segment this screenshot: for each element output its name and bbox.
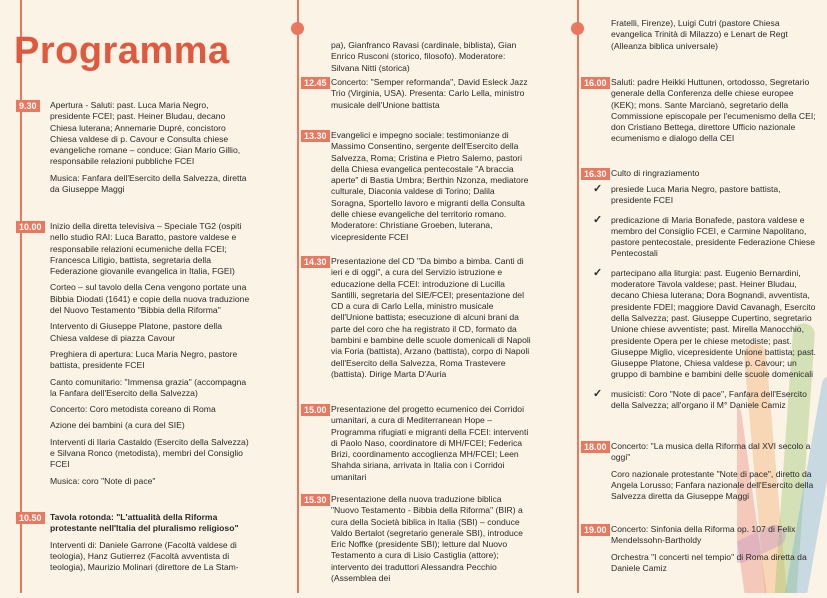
entry-text: Musica: coro "Note di pace" [50, 475, 156, 486]
entry-text: Corteo – sul tavolo della Cena vengono portate una Bibbia Diodati (1641) e copie della nuova traduzione del Nuovo Testamento "Bibbia della Riforma" [50, 282, 250, 316]
entry-text: Preghiera di apertura: Luca Maria Negro, pastore battista, presidente FCEI [50, 348, 238, 371]
program-entry [611, 77, 816, 150]
list-item [593, 184, 816, 207]
time-badge: 12.45 [301, 77, 330, 89]
entry-text: Concerto: Coro metodista coreano di Roma [50, 404, 216, 415]
list-item [593, 215, 816, 260]
program-entry [611, 168, 816, 184]
time-badge: 14.30 [301, 256, 330, 268]
entry-text: Tavola rotonda: "L'attualità della Riforma protestante nell'Italia del pluralismo religioso" [50, 512, 239, 534]
entry-text: Culto di ringraziamento [611, 168, 700, 178]
time-badge: 16.00 [581, 77, 610, 89]
entry-text: Intervento di Giuseppe Platone, pastore della Chiesa valdese di piazza Cavour [50, 321, 222, 343]
entry-text: Concerto: Sinfonia della Riforma op. 107 di Felix Mendelssohn-Bartholdy [611, 524, 796, 546]
entry-text: Musica: Fanfara dell'Esercito della Salvezza, diretta da Giuseppe Maggi [50, 172, 247, 195]
entry-text: presiede Luca Maria Negro, pastore battista, presidente FCEI [611, 184, 781, 206]
page-title: Programma [14, 30, 230, 72]
list-item [593, 268, 816, 381]
entry-text: Fratelli, Firenze), Luigi Cutri (pastore Chiesa evangelica Trinità di Milazzo) e Lenart de Regt (Alleanza biblica universale) [611, 18, 788, 51]
entry-text: Concerto: "La musica della Riforma dal XVI secolo a oggi" [611, 441, 811, 463]
timeline-2 [297, 0, 299, 593]
time-badge: 19.00 [581, 524, 610, 536]
time-badge: 10.00 [16, 221, 45, 233]
time-badge: 15.30 [301, 494, 330, 506]
check-icon: ✓ [593, 213, 603, 226]
time-badge: 16.30 [581, 168, 610, 180]
program-entry [611, 18, 816, 57]
entry-text: Interventi di Ilaria Castaldo (Esercito della Salvezza) e Silvana Ronco (metodista), membri del Consiglio FCEI [50, 436, 249, 470]
program-entry [611, 524, 816, 579]
entry-text: musicisti: Coro "Note di pace", Fanfara dell'Esercito della Salvezza; all'organo il M° Daniele Camiz [611, 388, 807, 411]
entry-text: Presentazione del CD "Da bimbo a bimba. Canti di ieri e di oggi", a cura del Servizio istruzione e educazione della FCEI: introduzione di Lucilla Santilli, segretaria del SIE/FCEI; presentazione del CD a cura di Carlo Lella, ministro musicale dell'Unione battista; esecuzione di alcuni brani da parte del coro che ha registrato il CD, formato da bambini e bambine delle scuole domenicali di Napoli via Foria (battista), Arzano (battista), corpo di Napoli dell'Esercito della Salvezza, Roma Trastevere (battista). Dirige Marta D'Auria [331, 256, 531, 379]
entry-text: partecipano alla liturgia: past. Eugenio Bernardini, moderatore Tavola valdese; past. Heiner Bludau, decano Chiesa luterana; Dora Bognandi, avventista, presidente FDEI; maggiore David Cavanagh, Esercito della Salvezza; past. Giuseppe Cupertino, segretario Unione chiese avventiste; past. Mirella Manocchio, presidente Opera per le chiese metodiste; past. Giuseppe Miglio, vicepresidente Unione battista; past. Giuseppe Platone, Chiesa valdese p. Cavour; un gruppo di bambine e bambini delle scuole domenicali [611, 267, 816, 380]
time-badge: 15.00 [301, 404, 330, 416]
entry-text: Coro nazionale protestante "Note di pace", diretto da Angela Lorusso; Fanfara nazionale dell'Esercito della Salvezza diretta da Giuseppe Maggi [611, 468, 814, 502]
time-badge: 10.50 [16, 512, 45, 524]
program-entry [331, 256, 531, 385]
check-icon: ✓ [593, 387, 603, 400]
entry-text: Saluti: padre Heikki Huttunen, ortodosso, Segretario generale della Conferenza delle chiese europee (KEK); mons. Sante Marcianò, segretario della Commissione episcopale per l'ecumenismo della CEI; don Cristiano Bettega, direttore Ufficio nazionale ecumenismo e dialogo della CEI [611, 77, 816, 144]
check-icon: ✓ [593, 266, 603, 279]
checklist [593, 184, 816, 411]
program-entry [331, 77, 531, 116]
entry-text: Apertura - Saluti: past. Luca Maria Negro, presidente FCEI; past. Heiner Bludau, decano Chiesa luterana; Annemarie Dupré, concistoro Chiesa valdese di p. Cavour e Consulta chiese evangeliche romane – conduce: Gian Mario Gillio, responsabile relazioni pubbliche FCEI [50, 100, 241, 167]
timeline-3 [577, 0, 579, 593]
entry-text: Orchestra "I concerti nel tempio" di Roma diretta da Daniele Camiz [611, 551, 807, 573]
entry-text: Evangelici e impegno sociale: testimonianze di Massimo Consentino, sergente dell'Esercito della Salvezza, Roma; Cristina e Pietro Salerno, pastori della Chiesa evangelica pentecostale "A braccia aperte" di Bastia Umbra; Berthin Nzonza, mediatore culturale, Diaconia valdese di Torino; Dalila Soragna, Sportello lavoro e migranti della Consulta delle chiese evangeliche del territorio romano. Moderatore: Christiane Groeben, luterana, vicepresidente FCEI [331, 130, 529, 242]
program-entry [331, 494, 531, 589]
time-badge: 9.30 [16, 100, 40, 112]
check-icon: ✓ [593, 183, 603, 195]
program-entry [50, 512, 250, 578]
program-entry [50, 221, 250, 492]
entry-text: Inizio della diretta televisiva – Speciale TG2 (ospiti nello studio RAI: Luca Baratto, pastore valdese e responsabile relazioni ecumeniche della FCEI; Francesca Litigio, battista, segretaria della Federazione giovanile evangelica in Italia, FGEI) [50, 221, 242, 277]
entry-text: Azione dei bambini (a cura del SIE) [50, 420, 185, 431]
program-entry [611, 441, 816, 507]
entry-text: Concerto: "Semper reformanda", David Esleck Jazz Trio (Virginia, USA). Presenta: Carlo Lella, ministro musicale dell'Unione battista [331, 77, 528, 110]
timeline-dot [291, 22, 304, 35]
list-item [593, 389, 816, 412]
program-entry [50, 100, 250, 200]
timeline-dot [571, 22, 584, 35]
entry-text: Interventi di: Daniele Garrone (Facoltà valdese di teologia), Hanz Gutierrez (Facoltà avventista di teologia), Maurizio Molinari (direttore de La Stam- [50, 539, 239, 573]
entry-text: predicazione di Maria Bonafede, pastora valdese e membro del Consiglio FCEI, e Carmine Napolitano, pastore pentecostale, presidente Federazione Chiese Pentecostali [611, 214, 815, 259]
entry-text: pa), Gianfranco Ravasi (cardinale, biblista), Gian Enrico Rusconi (storico, filosofo). Moderatore: Silvana Nitti (storica) [331, 40, 517, 73]
program-entry [331, 40, 531, 79]
entry-text: Presentazione della nuova traduzione biblica "Nuovo Testamento - Bibbia della Riforma" (BIR) a cura della Società biblica in Italia (SBI) – conduce Valdo Bertalot (segretario generale SBI), introduce Eric Noffke (presidente SBI); letture dal Nuovo Testamento a cura di Lisio Castiglia (attore); intervento dei traduttori Alessandra Pecchio (Assemblea dei [331, 494, 523, 584]
timeline-1 [20, 0, 22, 593]
time-badge: 18.00 [581, 441, 610, 453]
program-entry [331, 130, 531, 248]
entry-text: Presentazione del progetto ecumenico dei Corridoi umanitari, a cura di Mediterranean Hope – Programma rifugiati e migranti della FCEI: interventi di Paolo Naso, coordinatore di MH/FCEI; Federica Brizi, coordinamento accoglienza MH/FCEI; Leen Shahda siriana, arrivata in Italia con i Corridoi umanitari [331, 404, 529, 482]
time-badge: 13.30 [301, 130, 330, 142]
program-entry [331, 404, 531, 488]
entry-text: Canto comunitario: "Immensa grazia" (accompagna la Fanfara dell'Esercito della Salvezza) [50, 376, 247, 398]
